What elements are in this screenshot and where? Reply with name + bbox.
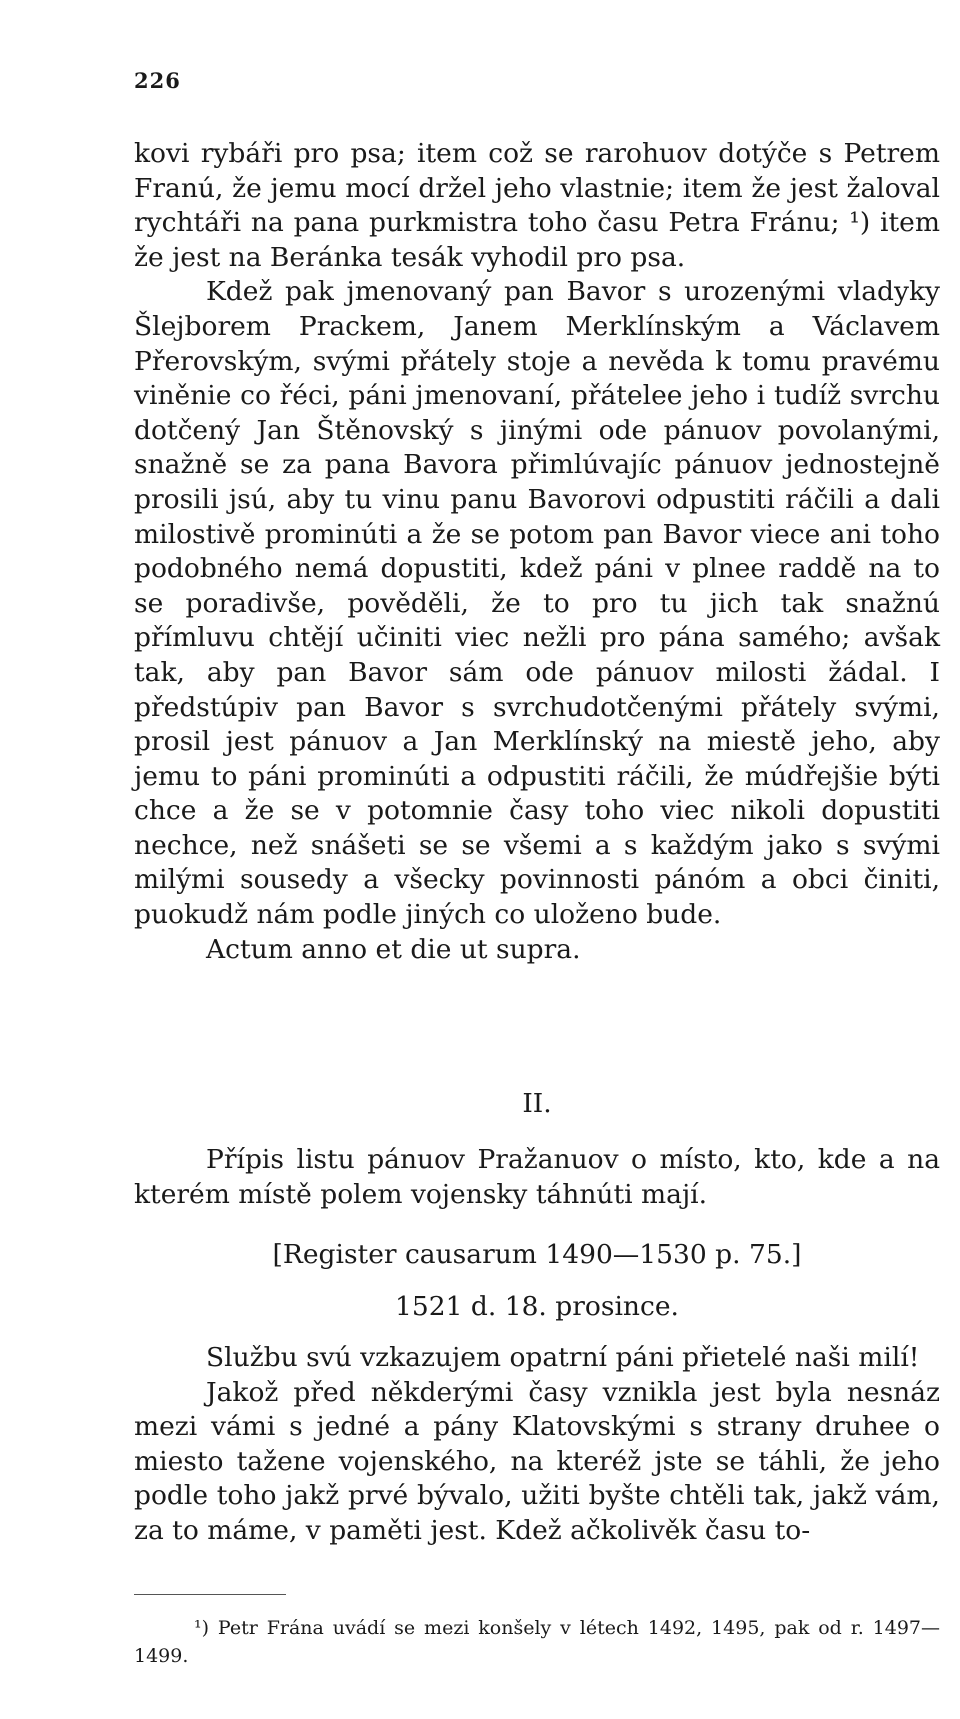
footnote-divider (134, 1594, 286, 1595)
section-heading: Přípis listu pánuov Pražanuov o místo, kto, kde a na kterém místě polem vojensky táhnúti mají. (134, 1144, 940, 1210)
footnote-mark: ¹) (194, 1617, 210, 1639)
letter-body: Jakož před někderými časy vznikla jest byla nesnáz mezi vámi s jedné a pány Klatovskými s strany druhee o miesto tažene vojenského, na kteréž jste se táhli, že jeho podle toho jakž prvé bývalo, užiti byšte chtěli tak, jakž vám, za to máme, v paměti jest. Kdež ačkolivěk času to- (134, 1376, 940, 1546)
main-text-block (134, 137, 940, 967)
letter-greeting: Službu svú vzkazujem opatrní páni přietelé naši milí! (206, 1342, 920, 1373)
page-number: 226 (134, 68, 181, 93)
section-number: II. (522, 1088, 552, 1119)
footnote-text: Petr Frána uvádí se mezi konšely v létech 1492, 1495, pak od r. 1497—1499. (134, 1617, 940, 1667)
paragraph-actum: Actum anno et die ut supra. (206, 933, 581, 965)
paragraph-bavor: Kdež pak jmenovaný pan Bavor s urozenými vladyky Šlejborem Prackem, Janem Merklínským a Václavem Přerovským, svými přátely stoje a nevěda k tomu pravému viněnie co řéci, páni jmenovaní, přátelee jeho i tudíž svrchu dotčený Jan Štěnovský s jinými ode pánuov povolanými, snažně se za pana Bavora přimlúvajíc pánuov jednostejně prosili jsú, aby tu vinu panu Bavorovi odpustiti ráčili a dali milostivě prominúti a že se potom pan Bavor viece ani toho podobného nemá dopustiti, kdež páni v plnee raddě na to se poradivše, pověděli, že to pro tu jich tak snažnú přímluvu chtějí učiniti viec nežli pro pána samého; avšak tak, aby pan Bavor sám ode pánuov milosti žádal. I předstúpiv pan Bavor s svrchudotčenými přátely svými, prosil jest pánuov a Jan Merklínský na miestě jeho, aby jemu to páni prominúti a odpustiti ráčili, že múdřejšie býti chce a že se v potomnie časy toho viec nikoli dopustiti nechce, než snášeti se se všemi a s každým jako s svými milými sousedy a všecky povinnosti pánóm a obci činiti, puokudž nám podle jiných co uloženo bude. (134, 276, 940, 931)
footnote (134, 1614, 940, 1670)
paragraph-continuation: kovi rybáři pro psa; item což se rarohuov dotýče s Petrem Franú, že jemu mocí držel jeho vlastnie; item že jest žaloval rychtáři na pana purkmistra toho času Petra Fránu; ¹) item že jest na Beránka tesák vyhodil pro psa. (134, 138, 940, 273)
date-line: 1521 d. 18. prosince. (395, 1291, 679, 1322)
letter-text-block (134, 1341, 940, 1549)
source-reference: [Register causarum 1490—1530 p. 75.] (272, 1239, 802, 1270)
